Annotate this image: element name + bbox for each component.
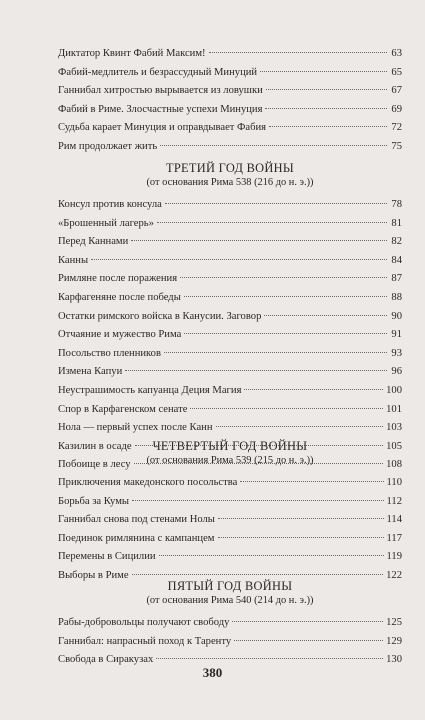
section-entry-list xyxy=(58,474,402,586)
toc-entry xyxy=(58,308,402,327)
toc-entry-title: Казилин в осаде xyxy=(58,440,132,452)
toc-entry-title: Неустрашимость капуанца Деция Магия xyxy=(58,384,242,396)
dot-leader xyxy=(156,651,383,659)
toc-entry xyxy=(58,289,402,308)
toc-entry-page: 78 xyxy=(391,199,402,210)
toc-entry-page: 110 xyxy=(386,477,402,488)
toc-entry-title: Судьба карает Минуция и оправдывает Фабия xyxy=(58,122,267,134)
toc-entry-page: 65 xyxy=(391,66,402,78)
toc-entry-title: Нола — первый успех после Канн xyxy=(58,422,213,434)
toc-entry xyxy=(58,138,402,157)
page-number: 380 xyxy=(202,665,223,680)
toc-entry-title: Измена Капуи xyxy=(58,366,123,378)
dot-leader xyxy=(232,614,383,622)
toc-entry xyxy=(58,345,402,364)
dot-leader xyxy=(132,567,384,575)
toc-entry-title: Диктатор Квинт Фабий Максим! xyxy=(58,48,206,59)
toc-entry-title: Поединок римлянина с кампанцем xyxy=(58,532,215,544)
toc-entry xyxy=(58,196,402,215)
toc-entry-page: 75 xyxy=(391,140,402,152)
toc-entry xyxy=(58,401,402,420)
section-entry-list xyxy=(58,614,402,670)
dot-leader xyxy=(184,289,387,297)
toc-entry xyxy=(58,363,402,382)
toc-entry-title: Рабы-добровольцы получают свободу xyxy=(58,617,230,628)
toc-entry-page: 84 xyxy=(391,254,402,266)
toc-entry-page: 105 xyxy=(386,440,402,452)
dot-leader xyxy=(160,138,387,146)
dot-leader xyxy=(190,401,383,409)
toc-entry-page: 114 xyxy=(386,514,402,526)
dot-leader xyxy=(218,511,384,519)
toc-entry-page: 72 xyxy=(391,122,402,134)
section-subtitle: (от основания Рима 539 (215 до н. э.)) xyxy=(146,455,314,466)
toc-entry-page: 90 xyxy=(391,310,402,322)
toc-entry-page: 103 xyxy=(386,422,402,434)
toc-entry-title: Выборы в Риме xyxy=(58,569,129,581)
toc-entry xyxy=(58,326,402,345)
toc-entry xyxy=(58,474,402,493)
toc-entry-page: 117 xyxy=(386,532,402,544)
toc-entry xyxy=(58,493,402,512)
toc-entry-page: 119 xyxy=(386,551,402,563)
toc-entry-page: 88 xyxy=(391,291,402,303)
toc-entry xyxy=(58,64,402,83)
toc-entry-page: 67 xyxy=(391,85,402,97)
toc-entry-page: 112 xyxy=(386,495,402,507)
toc-entry xyxy=(58,530,402,549)
dot-leader xyxy=(180,270,387,278)
dot-leader xyxy=(157,215,387,223)
toc-entry-page: 129 xyxy=(386,635,402,647)
toc-entry-title: Фабий-медлитель и безрассудный Минуций xyxy=(58,66,258,78)
toc-entry-page: 101 xyxy=(386,403,402,415)
dot-leader xyxy=(266,82,387,90)
toc-top-list xyxy=(58,45,402,157)
toc-entry-title: Ганнибал снова под стенами Нолы xyxy=(58,514,215,526)
toc-entry-page: 63 xyxy=(391,48,402,59)
toc-entry xyxy=(58,511,402,530)
toc-entry-title: Консул против консула xyxy=(58,199,162,210)
toc-entry-page: 93 xyxy=(391,347,402,359)
toc-entry-title: «Брошенный лагерь» xyxy=(58,217,154,229)
toc-entry xyxy=(58,419,402,438)
section-heading xyxy=(58,160,402,190)
section-title: ПЯТЫЙ ГОД ВОЙНЫ xyxy=(167,579,293,593)
toc-entry xyxy=(58,233,402,252)
toc-entry-page: 108 xyxy=(386,459,402,471)
toc-entry-title: Посольство пленников xyxy=(58,347,161,359)
toc-entry xyxy=(58,252,402,271)
dot-leader xyxy=(159,548,384,556)
dot-leader xyxy=(244,382,383,390)
dot-leader xyxy=(265,101,387,109)
dot-leader xyxy=(264,308,387,316)
toc-entry-title: Побоище в лесу xyxy=(58,459,131,471)
dot-leader xyxy=(234,633,383,641)
toc-entry-page: 100 xyxy=(386,384,402,396)
toc-entry-title: Канны xyxy=(58,254,89,266)
section-subtitle: (от основания Рима 538 (216 до н. э.)) xyxy=(146,177,314,188)
toc-entry xyxy=(58,82,402,101)
toc-entry-page: 122 xyxy=(386,569,402,581)
dot-leader xyxy=(260,64,387,72)
toc-entry xyxy=(58,101,402,120)
toc-entry-title: Рим продолжает жить xyxy=(58,140,158,152)
section-title: ЧЕТВЕРТЫЙ ГОД ВОЙНЫ xyxy=(152,439,308,453)
toc-entry xyxy=(58,633,402,652)
dot-leader xyxy=(240,474,383,482)
toc-section-fifth-year xyxy=(58,578,402,670)
dot-leader xyxy=(131,233,387,241)
dot-leader xyxy=(164,345,387,353)
toc-section-third-year xyxy=(58,160,402,475)
toc-entry-title: Перед Каннами xyxy=(58,236,129,248)
toc-entry-page: 81 xyxy=(391,217,402,229)
toc-entry xyxy=(58,45,402,64)
toc-entry-title: Ганнибал: напрасный поход к Таренту xyxy=(58,635,232,647)
toc-entry-page: 91 xyxy=(391,329,402,341)
dot-leader xyxy=(269,119,387,127)
section-subtitle: (от основания Рима 540 (214 до н. э.)) xyxy=(146,595,314,606)
dot-leader xyxy=(209,45,387,53)
toc-entry xyxy=(58,614,402,633)
section-heading xyxy=(58,438,402,468)
section-heading xyxy=(58,578,402,608)
dot-leader xyxy=(216,419,384,427)
toc-entry xyxy=(58,215,402,234)
toc-entry-page: 96 xyxy=(391,366,402,378)
toc-section-fourth-year xyxy=(58,438,402,586)
toc-entry-title: Перемены в Сицилии xyxy=(58,551,156,563)
toc-entry-page: 87 xyxy=(391,273,402,285)
dot-leader xyxy=(165,196,387,204)
dot-leader xyxy=(91,252,387,260)
section-title: ТРЕТИЙ ГОД ВОЙНЫ xyxy=(165,161,295,175)
toc-entry-page: 82 xyxy=(391,236,402,248)
toc-entry-title: Ганнибал хитростью вырывается из ловушки xyxy=(58,85,263,97)
dot-leader xyxy=(184,326,387,334)
toc-entry-title: Отчаяние и мужество Рима xyxy=(58,329,182,341)
dot-leader xyxy=(218,530,384,538)
toc-entry-title: Остатки римского войска в Канусии. Заговор xyxy=(58,310,262,322)
toc-entry-title: Спор в Карфагенском сенате xyxy=(58,403,188,415)
toc-entry-title: Римляне после поражения xyxy=(58,273,178,285)
toc-entry xyxy=(58,382,402,401)
toc-entry xyxy=(58,270,402,289)
toc-entry-page: 130 xyxy=(386,654,402,666)
toc-entry xyxy=(58,119,402,138)
toc-entry-page: 69 xyxy=(391,103,402,115)
toc-entry-title: Карфагеняне после победы xyxy=(58,291,181,303)
section-entry-list xyxy=(58,196,402,475)
dot-leader xyxy=(125,363,387,371)
toc-entry-title: Свобода в Сиракузах xyxy=(58,654,154,666)
toc-entry-title: Фабий в Риме. Злосчастные успехи Минуция xyxy=(58,103,263,115)
toc-entry xyxy=(58,548,402,567)
toc-entry-title: Борьба за Кумы xyxy=(58,495,130,507)
toc-entry-title: Приключения македонского посольства xyxy=(58,477,238,488)
toc-entry-page: 125 xyxy=(386,617,402,628)
dot-leader xyxy=(132,493,383,501)
